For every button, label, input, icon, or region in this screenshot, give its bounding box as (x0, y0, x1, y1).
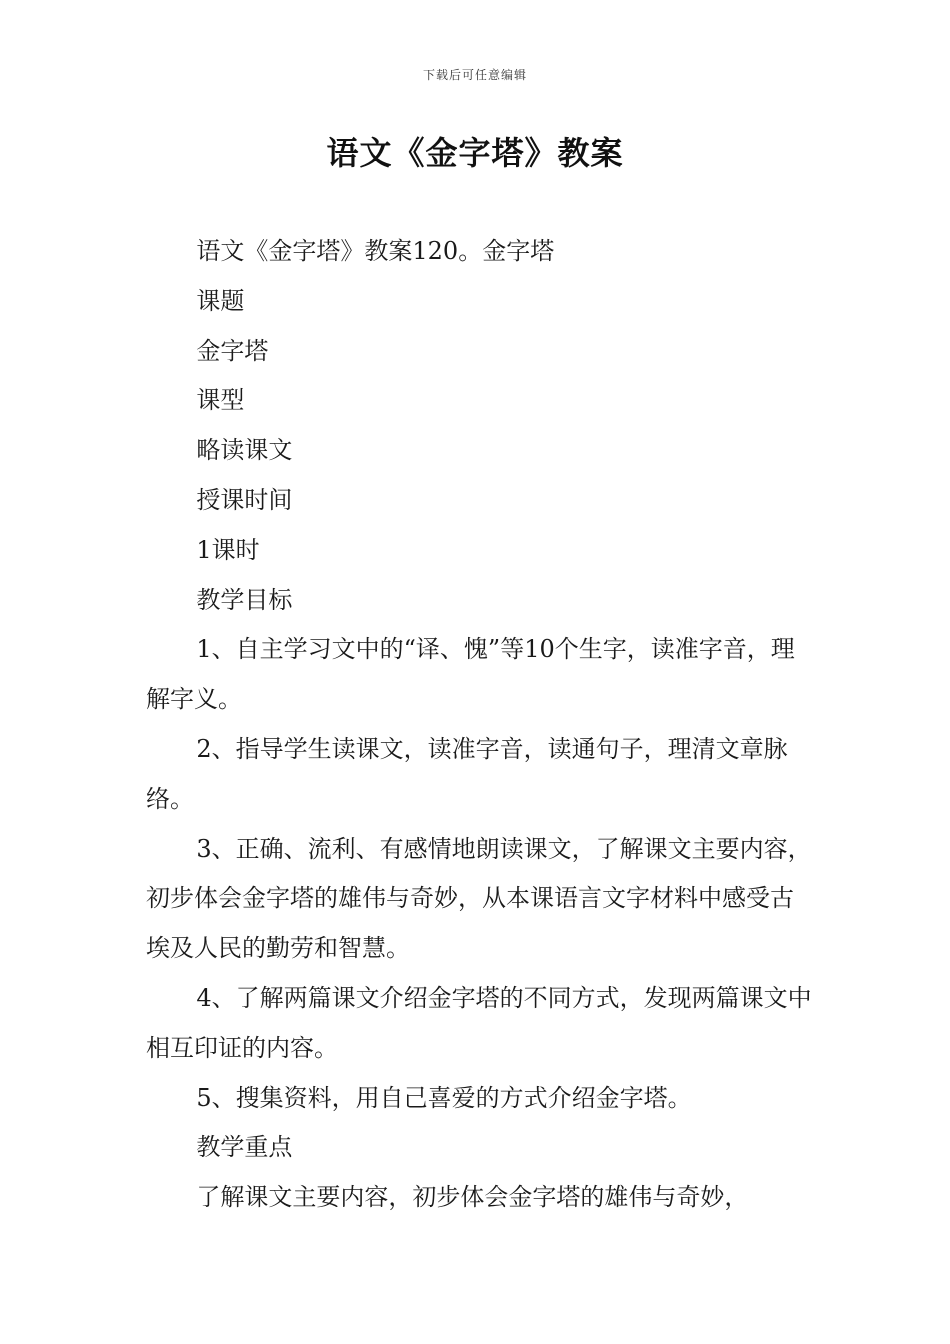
paragraph: 课型 (196, 386, 245, 415)
paragraph: 4、了解两篇课文介绍金字塔的不同方式，发现两篇课文中相互印证的内容。 (146, 983, 812, 1062)
paragraph: 课题 (196, 286, 245, 315)
paragraph: 了解课文主要内容，初步体会金字塔的雄伟与奇妙， (196, 1183, 749, 1212)
header-note: 下载后可任意编辑 (422, 68, 527, 82)
paragraph: 略读课文 (196, 436, 293, 465)
paragraph: 1课时 (196, 535, 260, 564)
paragraph: 2、指导学生读课文，读准字音，读通句子，理清文章脉络。 (146, 734, 788, 813)
paragraph: 1、自主学习文中的“译、愧”等10个生字，读准字音，理解字义。 (146, 635, 795, 714)
paragraph: 5、搜集资料，用自己喜爱的方式介绍金字塔。 (196, 1083, 692, 1112)
document-title: 语文《金字塔》教案 (326, 134, 624, 172)
paragraph: 金字塔 (196, 336, 269, 365)
paragraph: 3、正确、流利、有感情地朗读课文，了解课文主要内容，初步体会金字塔的雄伟与奇妙，从本课语言文字材料中感受古埃及人民的勤劳和智慧。 (146, 834, 812, 963)
paragraph: 教学目标 (196, 585, 293, 614)
paragraph: 语文《金字塔》教案120。金字塔 (196, 237, 555, 265)
document-body (146, 227, 812, 1223)
paragraph: 授课时间 (196, 485, 293, 514)
paragraph: 教学重点 (196, 1133, 293, 1162)
